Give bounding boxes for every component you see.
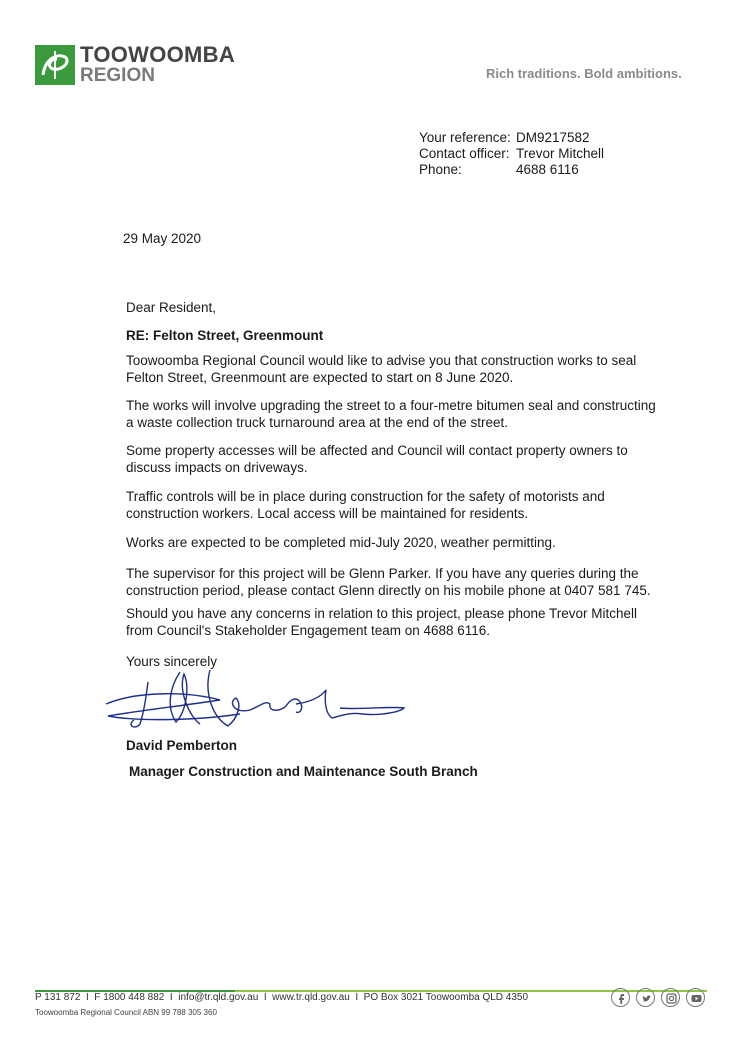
logo-wordmark-line2: REGION xyxy=(80,65,155,86)
your-reference-value: DM9217582 xyxy=(516,130,590,145)
instagram-icon[interactable] xyxy=(661,988,680,1007)
paragraph-2 xyxy=(126,398,686,431)
salutation: Dear Resident, xyxy=(126,300,217,315)
paragraph-4-line-2: construction workers. Local access will be maintained for residents. xyxy=(126,505,529,521)
paragraph-5: Works are expected to be completed mid-July 2020, weather permitting. xyxy=(126,535,556,550)
youtube-icon[interactable] xyxy=(686,988,705,1007)
footer-divider xyxy=(35,979,707,981)
phone-row xyxy=(419,162,579,178)
paragraph-3-line-1: Some property accesses will be affected and Council will contact property owners to xyxy=(126,443,628,458)
council-logo-mark xyxy=(35,45,75,85)
signature xyxy=(100,662,410,742)
letter-date: 29 May 2020 xyxy=(123,231,202,246)
paragraph-6 xyxy=(126,566,686,599)
facebook-icon[interactable] xyxy=(611,988,630,1007)
paragraph-1 xyxy=(126,353,686,386)
closing: Yours sincerely xyxy=(126,654,218,669)
paragraph-1-line-2: Felton Street, Greenmount are expected to start on 8 June 2020. xyxy=(126,369,514,385)
signatory-title: Manager Construction and Maintenance South Branch xyxy=(129,764,478,779)
contact-officer-label: Contact officer: xyxy=(419,146,510,161)
your-reference-row xyxy=(419,130,590,146)
paragraph-2-line-1: The works will involve upgrading the street to a four-metre bitumen seal and constructing xyxy=(126,398,656,413)
phone-label: Phone: xyxy=(419,162,462,177)
contact-officer-row xyxy=(419,146,604,162)
paragraph-1-line-1: Toowoomba Regional Council would like to advise you that construction works to seal xyxy=(126,353,637,368)
footer-contact-details: P 131 872 I F 1800 448 882 I info@tr.qld.gov.au I www.tr.qld.gov.au I PO Box 3021 Toowoomba QLD 4350 xyxy=(35,992,529,1003)
phone-value: 4688 6116 xyxy=(516,162,579,177)
signatory-name: David Pemberton xyxy=(126,738,238,753)
paragraph-3 xyxy=(126,443,686,476)
footer-abn: Toowoomba Regional Council ABN 99 788 305 360 xyxy=(35,1008,217,1017)
paragraph-4 xyxy=(126,489,686,522)
twitter-icon[interactable] xyxy=(636,988,655,1007)
paragraph-4-line-1: Traffic controls will be in place during construction for the safety of motorists and xyxy=(126,489,605,504)
paragraph-2-line-2: a waste collection truck turnaround area at the end of the street. xyxy=(126,414,508,430)
paragraph-6-line-1: The supervisor for this project will be Glenn Parker. If you have any queries during the xyxy=(126,566,639,581)
your-reference-label: Your reference: xyxy=(419,130,511,145)
subject-line: RE: Felton Street, Greenmount xyxy=(126,328,324,343)
paragraph-7 xyxy=(126,606,686,639)
paragraph-6-line-2: construction period, please contact Glenn directly on his mobile phone at 0407 581 745. xyxy=(126,582,651,598)
paragraph-3-line-2: discuss impacts on driveways. xyxy=(126,459,308,475)
paragraph-7-line-1: Should you have any concerns in relation to this project, please phone Trevor Mitchell xyxy=(126,606,638,621)
council-tagline: Rich traditions. Bold ambitions. xyxy=(486,66,682,81)
paragraph-7-line-2: from Council's Stakeholder Engagement team on 4688 6116. xyxy=(126,622,491,638)
contact-officer-value: Trevor Mitchell xyxy=(516,146,605,161)
logo-wordmark-line1: TOOWOOMBA xyxy=(80,42,236,67)
